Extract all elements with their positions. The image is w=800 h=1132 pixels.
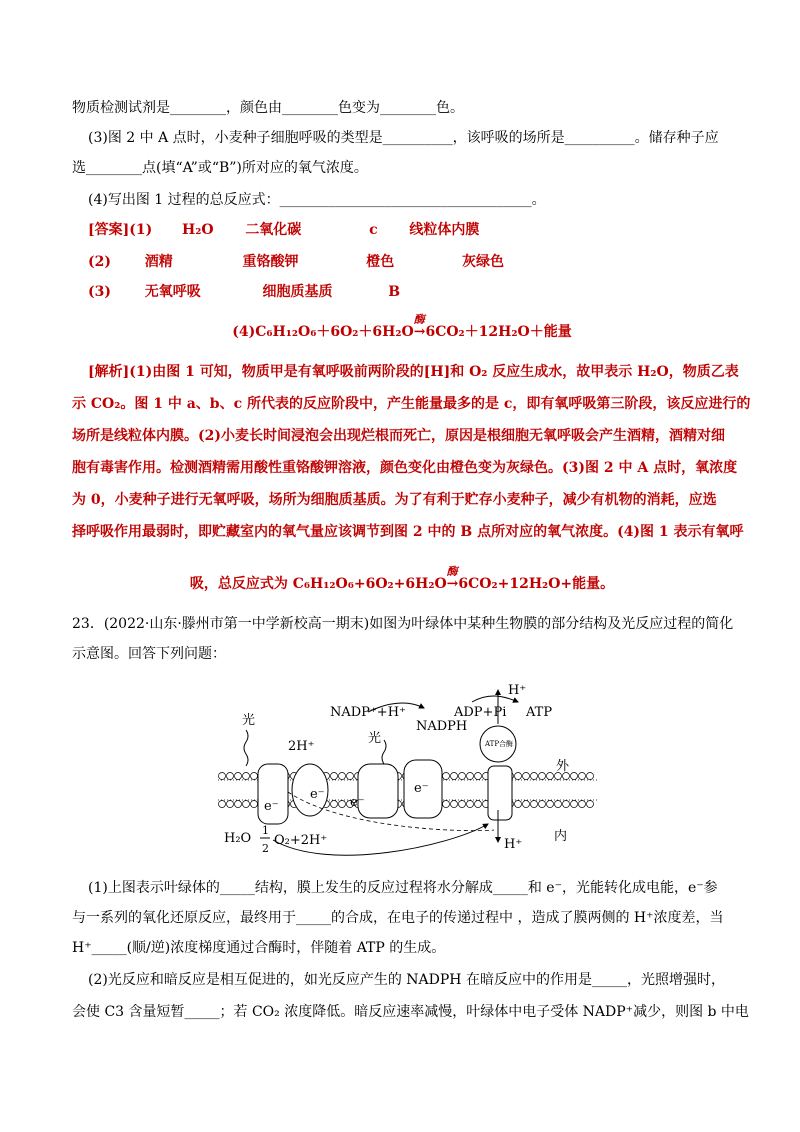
question-line-1: 物质检测试剂是________，颜色由________色变为________色。	[72, 100, 464, 116]
lipid-head	[531, 773, 538, 780]
answer-item: 重铬酸钾	[242, 254, 299, 270]
answer-item: 细胞质基质	[262, 284, 333, 300]
enzyme-arrow: 酶 →	[447, 574, 459, 594]
lipid-head	[227, 801, 234, 808]
lipid-head	[523, 773, 530, 780]
question23-p2-line-1: (2)光反应和暗反应是相互促进的，如光反应产生的 NADPH 在暗反应中的作用是_____，光照增强时，	[88, 972, 725, 988]
enzyme-label: 酶	[446, 565, 458, 578]
equation-right: 6CO₂＋12H₂O＋能量	[425, 324, 572, 340]
lipid-head	[467, 773, 474, 780]
thylakoid-membrane-diagram	[218, 672, 598, 862]
outer-label: 外	[556, 759, 570, 774]
lipid-head	[515, 773, 522, 780]
lipid-head	[459, 801, 466, 808]
lipid-head	[339, 801, 346, 808]
lipid-head	[587, 801, 594, 808]
enzyme-label: 酶	[413, 313, 425, 326]
question23-p1-line-3: H⁺_____(顺/逆)浓度梯度通过合酶时，伴随着 ATP 的生成。	[72, 940, 446, 956]
answer-item: 线粒体内膜	[409, 222, 480, 238]
analysis-line: 择呼吸作用最弱时，即贮藏室内的氧气量应该调节到图 2 中的 B 点所对应的氧气浓度。(4)图 1 表示有氧呼	[72, 524, 744, 540]
answer-item: 酒精	[144, 254, 173, 270]
adp-label: ADP+Pi	[454, 705, 507, 720]
light-label: 光	[368, 731, 382, 746]
lipid-head	[547, 773, 554, 780]
answer-item: c	[369, 222, 378, 238]
lipid-head	[219, 773, 226, 780]
answer-item: 无氧呼吸	[144, 284, 201, 300]
equation-left: (4)C₆H₁₂O₆＋6O₂＋6H₂O	[232, 324, 414, 340]
light-wave-icon	[244, 730, 248, 766]
light-label: 光	[242, 713, 256, 728]
answer-item: H₂O	[182, 222, 214, 238]
lipid-head	[587, 773, 594, 780]
nadph-label: NADPH	[416, 719, 468, 734]
oxygen-label: O₂+2H⁺	[274, 833, 328, 848]
lipid-head	[467, 801, 474, 808]
lipid-head	[459, 773, 466, 780]
proton-top-label: H⁺	[508, 683, 527, 698]
answer-item: 二氧化碳	[245, 222, 302, 238]
question-line-2: (3)图 2 中 A 点时，小麦种子细胞呼吸的类型是__________，该呼吸的场所是__________。储存种子应	[88, 130, 719, 146]
analysis-line: [解析](1)由图 1 可知，物质甲是有氧呼吸前两阶段的[H]和 O₂ 反应生成水，故甲表示 H₂O，物质乙表	[88, 364, 739, 380]
lipid-head	[555, 801, 562, 808]
proton-label: 2H⁺	[288, 739, 315, 754]
half-denominator: 2	[262, 842, 269, 855]
question-line-3: 选________点(填“A”或“B”)所对应的氧气浓度。	[72, 160, 368, 176]
lipid-head	[243, 773, 250, 780]
lipid-head	[579, 773, 586, 780]
lipid-head	[571, 801, 578, 808]
water-label: H₂O	[224, 831, 252, 846]
question23-line-1: 23．(2022·山东·滕州市第一中学新校高一期末)如图为叶绿体中某种生物膜的部分结构及光反应过程的简化	[72, 616, 734, 632]
answer-item: 橙色	[366, 254, 395, 270]
analysis-final-equation	[72, 565, 732, 594]
answer-line-2	[88, 252, 748, 272]
lipid-head	[235, 773, 242, 780]
question23-p1-line-1: (1)上图表示叶绿体的_____结构，膜上发生的反应过程将水分解成_____和 e⁻，光能转化成电能，e⁻参	[88, 880, 718, 896]
analysis-line: 为 0，小麦种子进行无氧呼吸，场所为细胞质基质。为了有利于贮存小麦种子，减少有机物的消耗，应选	[72, 492, 717, 508]
lipid-head	[243, 801, 250, 808]
electron-label: e⁻	[310, 787, 325, 802]
question23-p2-line-2: 会使 C3 含量短暂_____；若 CO₂ 浓度降低。暗反应速率减慢，叶绿体中电子受体 NADP⁺减少，则图 b 中电	[72, 1004, 749, 1020]
answer-item: B	[388, 284, 401, 300]
lipid-head	[443, 773, 450, 780]
equation-right: 6CO₂+12H₂O+能量。	[458, 576, 615, 592]
electron-label: e⁻	[350, 795, 365, 810]
light-wave-icon	[382, 740, 386, 764]
atp-label: ATP	[526, 705, 553, 720]
lipid-head	[219, 801, 226, 808]
lipid-head	[475, 801, 482, 808]
question23-line-2: 示意图。回答下列问题：	[72, 646, 226, 662]
half-numerator: 1	[262, 824, 269, 837]
lipid-head	[539, 773, 546, 780]
lipid-head	[571, 773, 578, 780]
answer-equation	[72, 313, 732, 342]
atp-synthase-label: ATP合酶	[485, 740, 514, 748]
analysis-line: 胞有毒害作用。检测酒精需用酸性重铬酸钾溶液，颜色变化由橙色变为灰绿色。(3)图 2 中 A 点时，氧浓度	[72, 460, 738, 476]
answer-prefix: (2)	[88, 254, 111, 270]
lipid-head	[227, 773, 234, 780]
answer-prefix: (3)	[88, 284, 111, 300]
question23-p1-line-2: 与一系列的氧化还原反应，最终用于_____的合成，在电子的传递过程中 ，造成了膜两侧的 H⁺浓度差，当	[72, 910, 724, 926]
electron-label: e⁻	[264, 799, 279, 814]
proton-bottom-label: H⁺	[504, 837, 523, 852]
lipid-head	[475, 773, 482, 780]
lipid-head	[515, 801, 522, 808]
electron-label: e⁻	[414, 781, 429, 796]
answer-line-3	[88, 282, 748, 302]
photosystem-ii	[258, 764, 288, 824]
lipid-head	[531, 801, 538, 808]
analysis-line: 场所是线粒体内膜。(2)小麦长时间浸泡会出现烂根而死亡，原因是根细胞无氧呼吸会产生酒精，酒精对细	[72, 428, 725, 444]
lipid-head	[235, 801, 242, 808]
atp-synthase-base	[488, 766, 512, 820]
lipid-head	[451, 801, 458, 808]
lipid-head	[563, 801, 570, 808]
lipid-head	[331, 801, 338, 808]
lipid-head	[523, 801, 530, 808]
answer-item: 灰绿色	[462, 254, 504, 270]
question-line-4: (4)写出图 1 过程的总反应式：____________________________________。	[88, 192, 546, 208]
nadp-label: NADP⁺+H⁺	[330, 705, 406, 720]
lipid-head	[539, 801, 546, 808]
lipid-head	[547, 801, 554, 808]
enzyme-arrow: 酶 →	[414, 322, 426, 342]
lipid-head	[339, 773, 346, 780]
lipid-head	[347, 773, 354, 780]
answer-line-1	[88, 220, 748, 240]
lipid-head	[331, 773, 338, 780]
lipid-head	[451, 773, 458, 780]
lipid-head	[579, 801, 586, 808]
inner-label: 内	[554, 829, 568, 844]
lipid-head	[443, 801, 450, 808]
lipid-head	[251, 773, 258, 780]
lipid-head	[251, 801, 258, 808]
equation-left: 吸，总反应式为 C₆H₁₂O₆+6O₂+6H₂O	[189, 576, 447, 592]
answer-prefix: [答案](1)	[88, 222, 153, 238]
analysis-line: 示 CO₂。图 1 中 a、b、c 所代表的反应阶段中，产生能量最多的是 c，即有氧呼吸第三阶段，该反应进行的	[72, 396, 751, 412]
